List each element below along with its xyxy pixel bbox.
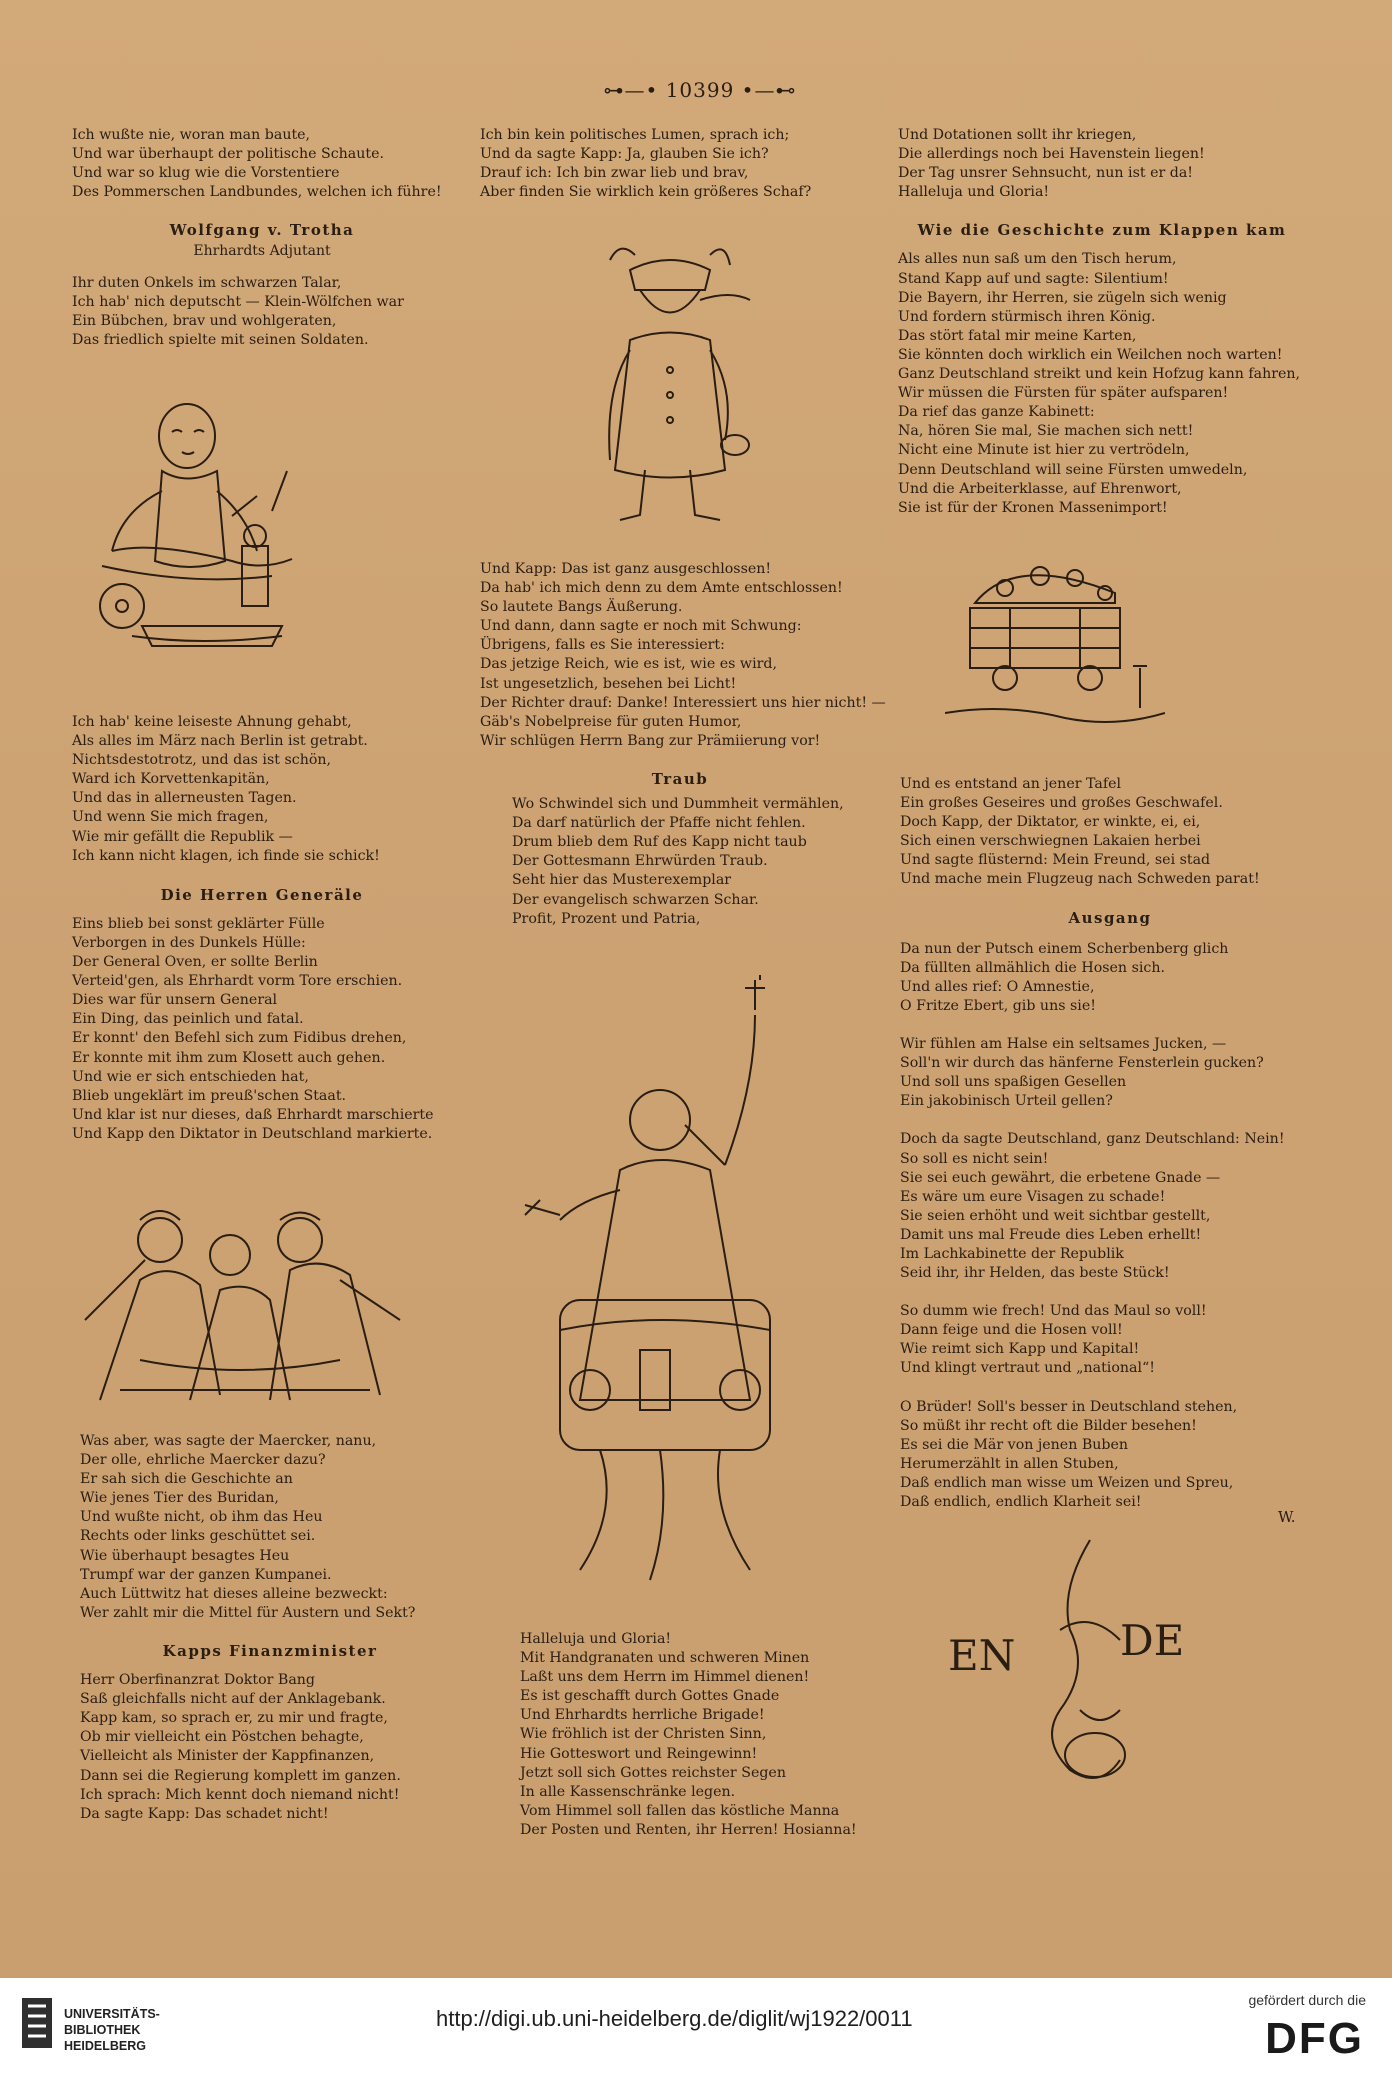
ende-text-left: EN	[948, 1631, 1016, 1680]
poem-stanza	[512, 795, 880, 929]
poem-line: Als alles nun saß um den Tisch herum,	[898, 251, 1177, 268]
poem-line: Da füllten allmählich die Hosen sich.	[900, 959, 1165, 976]
text-column-1b	[72, 713, 452, 1163]
text-column-1c	[80, 1432, 460, 1843]
trotha-caricature-illustration	[92, 396, 322, 676]
poem-line: Ihr duten Onkels im schwarzen Talar,	[72, 274, 342, 291]
poem-line: Und klingt vertraut und „national“!	[900, 1360, 1155, 1377]
poem-title-ausgang: Ausgang	[1068, 908, 1152, 927]
poem-line: Es sei die Mär von jenen Buben	[900, 1436, 1129, 1453]
poem-line: Wie mir gefällt die Republik —	[72, 828, 293, 845]
poem-line: Ein Ding, das peinlich und fatal.	[72, 1011, 304, 1028]
poem-line: Da darf natürlich der Pfaffe nicht fehlen.	[512, 815, 806, 832]
poem-line: Soll'n wir durch das hänferne Fensterlein gucken?	[900, 1055, 1264, 1072]
poem-line: Und mache mein Flugzeug nach Schweden parat!	[900, 871, 1260, 888]
poem-line: Vielleicht als Minister der Kappfinanzen,	[80, 1748, 375, 1765]
poem-line: Ich kann nicht klagen, ich finde sie schick!	[72, 847, 380, 864]
poem-line: Im Lachkabinette der Republik	[900, 1245, 1124, 1262]
poem-line: Es ist geschafft durch Gottes Gnade	[520, 1688, 780, 1705]
poem-line: Rechts oder links geschüttet sei.	[80, 1528, 316, 1545]
poem-stanza	[72, 126, 452, 202]
poem-line: Sich einen verschwiegnen Lakaien herbei	[900, 833, 1201, 850]
poem-line: Doch Kapp, der Diktator, er winkte, ei, ei,	[900, 814, 1201, 831]
poem-line: Seid ihr, ihr Helden, das beste Stück!	[900, 1265, 1170, 1282]
poem-line: Dies war für unsern General	[72, 992, 278, 1009]
poem-stanza	[72, 274, 452, 350]
poem-line: Ich wußte nie, woran man baute,	[72, 127, 311, 143]
poem-line: Verteid'gen, als Ehrhardt vorm Tore erschien.	[72, 973, 403, 990]
poem-line: Und Dotationen sollt ihr kriegen,	[898, 127, 1137, 143]
poem-line: Und wie er sich entschieden hat,	[72, 1068, 309, 1085]
poem-line: Er sah sich die Geschichte an	[80, 1471, 293, 1488]
poem-line: Profit, Prozent und Patria,	[512, 910, 701, 927]
poem-line: Ganz Deutschland streikt und kein Hofzug kann fahren,	[898, 366, 1301, 383]
poem-stanza	[72, 915, 452, 1144]
poem-line: Vom Himmel soll fallen das köstliche Manna	[520, 1802, 840, 1819]
text-column-2c	[520, 1630, 900, 1859]
poem-line: Trumpf war der ganzen Kumpanei.	[80, 1566, 332, 1583]
poem-stanza	[520, 1630, 900, 1840]
poem-line: Wir müssen die Fürsten für später aufsparen!	[898, 385, 1229, 402]
poem-stanza	[480, 560, 886, 751]
poem-line: O Brüder! Soll's besser in Deutschland stehen,	[900, 1398, 1238, 1415]
poem-line: Wer zahlt mir die Mittel für Austern und Sekt?	[80, 1604, 416, 1621]
poem-line: Halleluja und Gloria!	[898, 184, 1050, 201]
author-signature: W.	[1278, 1508, 1296, 1526]
poem-stanza	[72, 713, 452, 866]
poem-line: Wie fröhlich ist der Christen Sinn,	[520, 1726, 767, 1743]
poem-line: Das stört fatal mir meine Karten,	[898, 327, 1137, 344]
poem-line: Und alles rief: O Amnestie,	[900, 978, 1095, 995]
poem-line: Die allerdings noch bei Havenstein liegen!	[898, 146, 1205, 163]
poem-line: Und sagte flüsternd: Mein Freund, sei stad	[900, 852, 1211, 869]
poem-line: Der Tag unsrer Sehnsucht, nun ist er da!	[898, 165, 1193, 182]
poem-line: Das friedlich spielte mit seinen Soldaten.	[72, 331, 369, 348]
poem-line: Und die Arbeiterklasse, auf Ehrenwort,	[898, 480, 1182, 497]
poem-line: Und war so klug wie die Vorstentiere	[72, 165, 340, 182]
poem-line: Seht hier das Musterexemplar	[512, 872, 732, 889]
poem-line: Und es entstand an jener Tafel	[900, 776, 1122, 792]
poem-stanza	[900, 1302, 1320, 1378]
poem-line: Ich hab' nich deputscht — Klein-Wölfchen war	[72, 293, 404, 310]
poem-line: Ich sprach: Mich kennt doch niemand nicht!	[80, 1786, 400, 1803]
poem-line: Da nun der Putsch einem Scherbenberg glich	[900, 940, 1229, 957]
source-url-link[interactable]: http://digi.ub.uni-heidelberg.de/diglit/wj1922/0011	[436, 2006, 913, 2031]
poem-line: Ward ich Korvettenkapitän,	[72, 771, 270, 788]
poem-line: O Fritze Ebert, gib uns sie!	[900, 997, 1096, 1014]
poem-line: So soll es nicht sein!	[900, 1150, 1049, 1167]
ende-text-right: DE	[1120, 1616, 1185, 1665]
poem-line: Des Pommerschen Landbundes, welchen ich führe!	[72, 184, 442, 201]
poem-line: Und wußte nicht, ob ihm das Heu	[80, 1509, 323, 1526]
poem-line: Es wäre um eure Visagen zu schade!	[900, 1188, 1166, 1205]
poem-line: Wie jenes Tier des Buridan,	[80, 1490, 279, 1507]
text-column-2	[480, 126, 880, 221]
poem-line: Sie könnten doch wirklich ein Weilchen noch warten!	[898, 346, 1283, 363]
poem-line: Drum blieb dem Ruf des Kapp nicht taub	[512, 834, 807, 851]
poem-line: Stand Kapp auf und sagte: Silentium!	[898, 270, 1169, 287]
poem-line: Herumerzählt in allen Stuben,	[900, 1455, 1119, 1472]
poem-line: Ist ungesetzlich, besehen bei Licht!	[480, 675, 737, 692]
poem-line: So dumm wie frech! Und das Maul so voll!	[900, 1303, 1207, 1320]
poem-line: Mit Handgranaten und schweren Minen	[520, 1650, 810, 1667]
poem-line: Ein jakobinisch Urteil gellen?	[900, 1093, 1113, 1110]
poem-line: Aber finden Sie wirklich kein größeres Schaf?	[480, 184, 812, 201]
text-column-1	[72, 126, 452, 369]
poem-line: Der evangelisch schwarzen Schar.	[512, 891, 759, 908]
poem-line: Übrigens, falls es Sie interessiert:	[480, 637, 725, 654]
poem-line: Hie Gotteswort und Reingewinn!	[520, 1745, 758, 1762]
digitization-footer	[0, 1978, 1392, 2074]
poem-line: Und Kapp den Diktator in Deutschland markierte.	[72, 1125, 433, 1142]
poem-title-generale: Die Herren Generäle	[160, 885, 364, 904]
poem-line: Der Gottesmann Ehrwürden Traub.	[512, 853, 768, 870]
poem-stanza	[900, 1130, 1320, 1283]
poem-line: In alle Kassenschränke legen.	[520, 1783, 736, 1800]
poem-line: Doch da sagte Deutschland, ganz Deutschland: Nein!	[900, 1131, 1285, 1148]
poem-line: Eins blieb bei sonst geklärter Fülle	[72, 915, 325, 932]
funding-label: gefördert durch die	[1248, 1992, 1366, 2008]
poem-line: Sie ist für der Kronen Massenimport!	[898, 499, 1168, 516]
poem-line: Nichtsdestotrotz, und das ist schön,	[72, 752, 332, 769]
poem-line: Was aber, was sagte der Maercker, nanu,	[80, 1433, 377, 1449]
poem-line: Und war überhaupt der politische Schaute.	[72, 146, 384, 163]
poem-line: Sie sei euch gewährt, die erbetene Gnade —	[900, 1169, 1221, 1186]
poem-line: Das jetzige Reich, wie es ist, wie es wird,	[480, 656, 777, 673]
traub-pulpit-illustration	[520, 970, 820, 1590]
poem-stanza	[80, 1671, 460, 1824]
poem-line: Und dann, dann sagte er noch mit Schwung:	[480, 618, 802, 635]
poem-title-traub: Traub	[651, 769, 709, 788]
poem-stanza	[898, 250, 1318, 517]
poem-line: Blieb ungeklärt im preuß'schen Staat.	[72, 1087, 347, 1104]
poem-title-klappen: Wie die Geschichte zum Klappen kam	[917, 221, 1287, 240]
poem-line: Und fordern stürmisch ihren König.	[898, 308, 1156, 325]
poem-line: Damit uns mal Freude dies Leben erhellt!	[900, 1226, 1202, 1243]
poem-line: Na, hören Sie mal, Sie machen sich nett!	[898, 423, 1194, 440]
page-number-line: ⊶—• 10399 •—⊷	[603, 78, 797, 102]
poem-line: Da sagte Kapp: Das schadet nicht!	[80, 1805, 329, 1822]
poem-line: Da hab' ich mich denn zu dem Amte entschlossen!	[480, 580, 843, 597]
poem-line: Und Kapp: Das ist ganz ausgeschlossen!	[480, 561, 772, 577]
poem-line: Dann feige und die Hosen voll!	[900, 1322, 1123, 1339]
poem-line: Die Bayern, ihr Herren, sie zügeln sich wenig	[898, 289, 1227, 306]
poem-line: Halleluja und Gloria!	[520, 1631, 672, 1647]
poem-line: Dann sei die Regierung komplett im ganzen.	[80, 1767, 401, 1784]
poem-line: Und Ehrhardts herrliche Brigade!	[520, 1707, 765, 1724]
text-column-3b	[900, 775, 1320, 1531]
poem-line: Drauf ich: Ich bin zwar lieb und brav,	[480, 165, 749, 182]
poem-line: Und klar ist nur dieses, daß Ehrhardt marschierte	[72, 1106, 434, 1123]
poem-stanza	[480, 126, 880, 202]
dfg-logo: DFG	[1265, 2014, 1364, 2063]
poem-line: Der olle, ehrliche Maercker dazu?	[80, 1452, 326, 1469]
poem-line: So müßt ihr recht oft die Bilder besehen!	[900, 1417, 1197, 1434]
poem-line: Wo Schwindel sich und Dummheit vermählen,	[512, 796, 844, 813]
poem-line: Kapp kam, so sprach er, zu mir und fragte,	[80, 1710, 388, 1727]
poem-line: Denn Deutschland will seine Fürsten umwedeln,	[898, 461, 1248, 478]
poem-line: Wir fühlen am Halse ein seltsames Jucken, —	[900, 1036, 1227, 1053]
poem-line: Nicht eine Minute ist hier zu vertrödeln,	[898, 442, 1190, 459]
poem-line: Wie überhaupt besagtes Heu	[80, 1547, 290, 1564]
poem-line: Gäb's Nobelpreise für guten Humor,	[480, 713, 742, 730]
poem-stanza	[900, 940, 1320, 1016]
poem-line: Laßt uns dem Herrn im Himmel dienen!	[520, 1669, 810, 1686]
poem-line: Daß endlich, endlich Klarheit sei!	[900, 1494, 1142, 1510]
poem-line: Und das in allerneusten Tagen.	[72, 790, 297, 807]
page-number: 10399	[665, 78, 735, 102]
poem-line: Der Richter drauf: Danke! Interessiert uns hier nicht! —	[480, 694, 886, 711]
poem-line: Und wenn Sie mich fragen,	[72, 809, 269, 826]
poem-line: Verborgen in des Dunkels Hülle:	[72, 934, 306, 951]
poem-line: So lautete Bangs Äußerung.	[480, 599, 683, 616]
poem-line: Daß endlich man wisse um Weizen und Spreu,	[900, 1474, 1234, 1491]
poem-line: Er konnte mit ihm zum Klosett auch gehen.	[72, 1049, 386, 1066]
poem-stanza	[900, 775, 1320, 890]
poem-subtitle-trotha: Ehrhardts Adjutant	[193, 243, 331, 260]
poem-stanza	[80, 1432, 460, 1623]
poem-line: Jetzt soll sich Gottes reichster Segen	[520, 1764, 786, 1781]
poem-line: Ein Bübchen, brav und wohlgeraten,	[72, 312, 337, 329]
poem-line: Als alles im März nach Berlin ist getrabt.	[72, 733, 368, 750]
poem-line: Und da sagte Kapp: Ja, glauben Sie ich?	[480, 146, 769, 163]
ende-illustration	[940, 1530, 1200, 1800]
poem-line: Er konnt' den Befehl sich zum Fidibus drehen,	[72, 1030, 407, 1047]
poem-line: Herr Oberfinanzrat Doktor Bang	[80, 1672, 316, 1689]
poem-line: Da rief das ganze Kabinett:	[898, 404, 1095, 421]
poem-line: Auch Lüttwitz hat dieses alleine bezweckt:	[80, 1585, 388, 1602]
generals-caricature-illustration	[80, 1200, 410, 1410]
train-wagon-illustration	[945, 548, 1165, 733]
poem-title-finanz: Kapps Finanzminister	[162, 1641, 378, 1660]
poem-line: Der General Oven, er sollte Berlin	[72, 954, 318, 971]
poem-line: Ich bin kein politisches Lumen, sprach ich;	[480, 127, 790, 143]
university-name: UNIVERSITÄTS- BIBLIOTHEK HEIDELBERG	[64, 2007, 160, 2053]
poem-line: Saß gleichfalls nicht auf der Anklagebank.	[80, 1691, 386, 1708]
poem-line: Ob mir vielleicht ein Pöstchen behagte,	[80, 1729, 364, 1746]
poem-stanza	[900, 1398, 1320, 1513]
poem-stanza	[900, 1035, 1320, 1111]
kapp-caricature-illustration	[560, 240, 780, 530]
poem-line: Ein großes Geseires und großes Geschwafel.	[900, 795, 1223, 812]
poem-line: Wie reimt sich Kapp und Kapital!	[900, 1341, 1140, 1358]
text-column-3	[898, 126, 1318, 537]
poem-title-trotha: Wolfgang v. Trotha	[169, 221, 355, 240]
poem-line: Wir schlügen Herrn Bang zur Prämiierung vor!	[480, 732, 821, 749]
poem-line: Und soll uns spaßigen Gesellen	[900, 1074, 1127, 1091]
text-column-2b	[480, 560, 886, 948]
poem-line: Der Posten und Renten, ihr Herren! Hosianna!	[520, 1821, 857, 1838]
poem-line: Ich hab' keine leiseste Ahnung gehabt,	[72, 714, 352, 730]
poem-stanza	[898, 126, 1318, 202]
university-seal-icon	[18, 1994, 56, 2058]
poem-line: Sie seien erhöht und weit sichtbar gestellt,	[900, 1207, 1211, 1224]
